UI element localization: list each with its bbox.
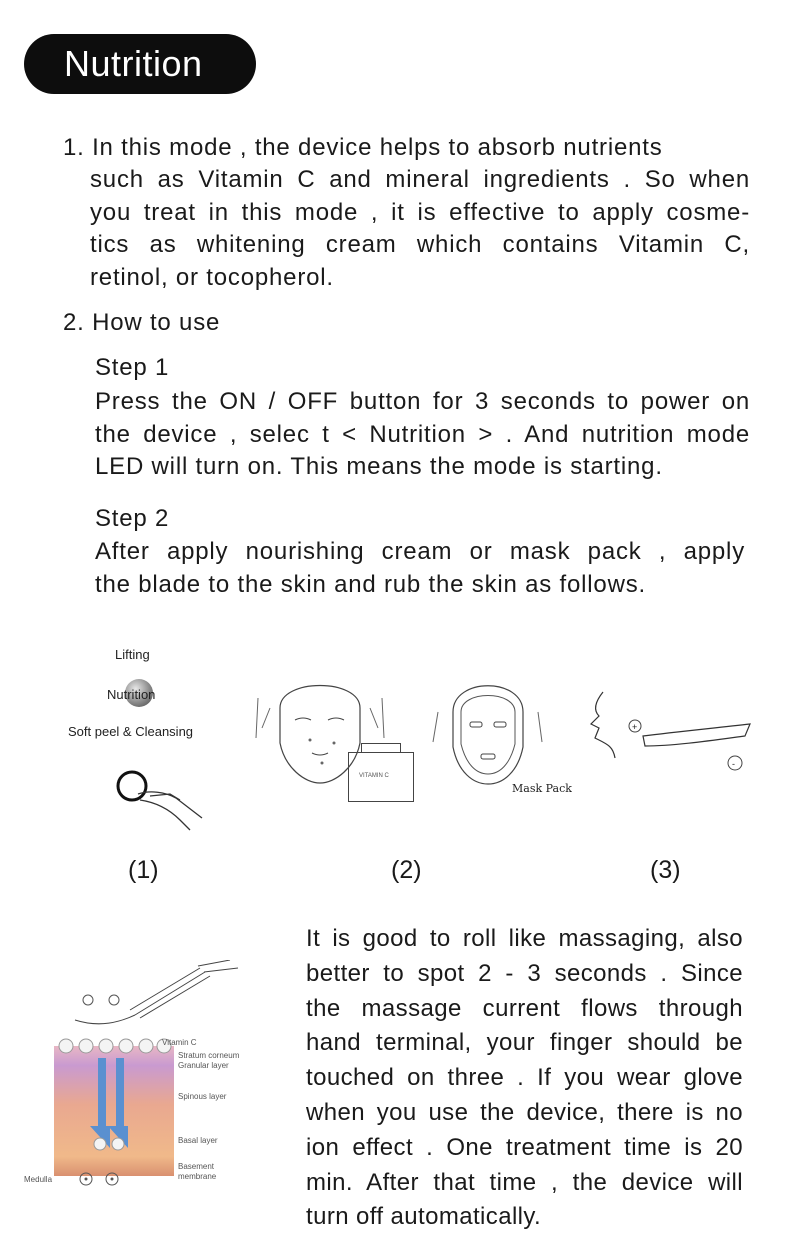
mask-face-illustration — [428, 672, 548, 792]
step1-line: LED will turn on. This means the mode is starting. — [95, 453, 663, 480]
label-basal-layer: Basal layer — [178, 1136, 218, 1145]
step1-body — [95, 386, 750, 484]
step1-line: Press the ON / OFF button for 3 seconds to power on — [95, 388, 750, 415]
section3-paragraph — [306, 922, 743, 1235]
figure-number-3: (3) — [650, 856, 681, 884]
section1-line: 1. In this mode , the device helps to absorb nutrients — [63, 134, 663, 161]
label-stratum-corneum: Stratum corneum — [178, 1051, 240, 1060]
mode-option-nutrition: Nutrition — [107, 687, 156, 702]
jar-lid — [361, 743, 401, 753]
section1-line: you treat in this mode , it is effective to apply cosme- — [90, 198, 750, 226]
section3-line: touched on three . If you wear glove — [306, 1064, 743, 1092]
section3-line: better to spot 2 - 3 seconds . Since — [306, 959, 743, 987]
label-basement: Basement — [178, 1162, 215, 1171]
step2-label: Step 2 — [95, 505, 170, 532]
mask-pack-label: Mask Pack — [512, 782, 572, 795]
step2-line: After apply nourishing cream or mask pack , apply — [95, 538, 745, 565]
plus-sign: + — [632, 722, 638, 732]
medulla-terminals-icon — [76, 1170, 126, 1188]
step2-line: the blade to the skin and rub the skin as follows. — [95, 570, 646, 598]
section1-paragraph — [63, 132, 753, 165]
section3-line: turn off automatically. — [306, 1203, 542, 1231]
skin-layers-diagram — [54, 1036, 174, 1176]
figure-number-2: (2) — [391, 856, 422, 884]
step1-line: the device , selec t < Nutrition > . And nutrition mode — [95, 420, 750, 448]
jar-label: VITAMIN C — [359, 773, 389, 779]
section1-line: such as Vitamin C and mineral ingredients . So when — [90, 166, 750, 193]
step2-body — [95, 536, 745, 601]
section3-line: min. After that time , the device will — [306, 1168, 743, 1196]
label-spinous-layer: Spinous layer — [178, 1092, 227, 1101]
label-membrane: membrane — [178, 1172, 217, 1181]
section-title: Nutrition — [64, 43, 203, 84]
label-granular-layer: Granular layer — [178, 1061, 229, 1070]
section1-body — [90, 164, 750, 294]
label-medulla: Medulla — [24, 1175, 53, 1184]
section2-heading: 2. How to use — [63, 309, 221, 336]
label-vitamin-c: Vitamin C — [162, 1038, 197, 1047]
section-title-pill — [24, 34, 256, 94]
vitamin-c-jar — [348, 752, 414, 802]
section3-line: It is good to roll like massaging, also — [306, 925, 743, 952]
section1-line: tics as whitening cream which contains Vitamin C, — [90, 231, 750, 258]
section3-line: when you use the device, there is no — [306, 1098, 743, 1126]
finger-press-icon — [110, 760, 220, 840]
roller-device-illustration — [70, 960, 250, 1035]
section3-line: the massage current flows through — [306, 994, 743, 1022]
section3-line: hand terminal, your finger should be — [306, 1029, 743, 1057]
minus-sign: - — [732, 759, 735, 769]
step1-label: Step 1 — [95, 354, 170, 381]
section1-line: retinol, or tocopherol. — [90, 263, 334, 291]
mode-option-lifting: Lifting — [115, 647, 150, 662]
profile-blade-illustration — [585, 688, 755, 778]
figure-number-1: (1) — [128, 856, 159, 884]
mode-option-softpeel: Soft peel & Cleansing — [68, 724, 194, 739]
section3-line: ion effect . One treatment time is 20 — [306, 1133, 743, 1161]
